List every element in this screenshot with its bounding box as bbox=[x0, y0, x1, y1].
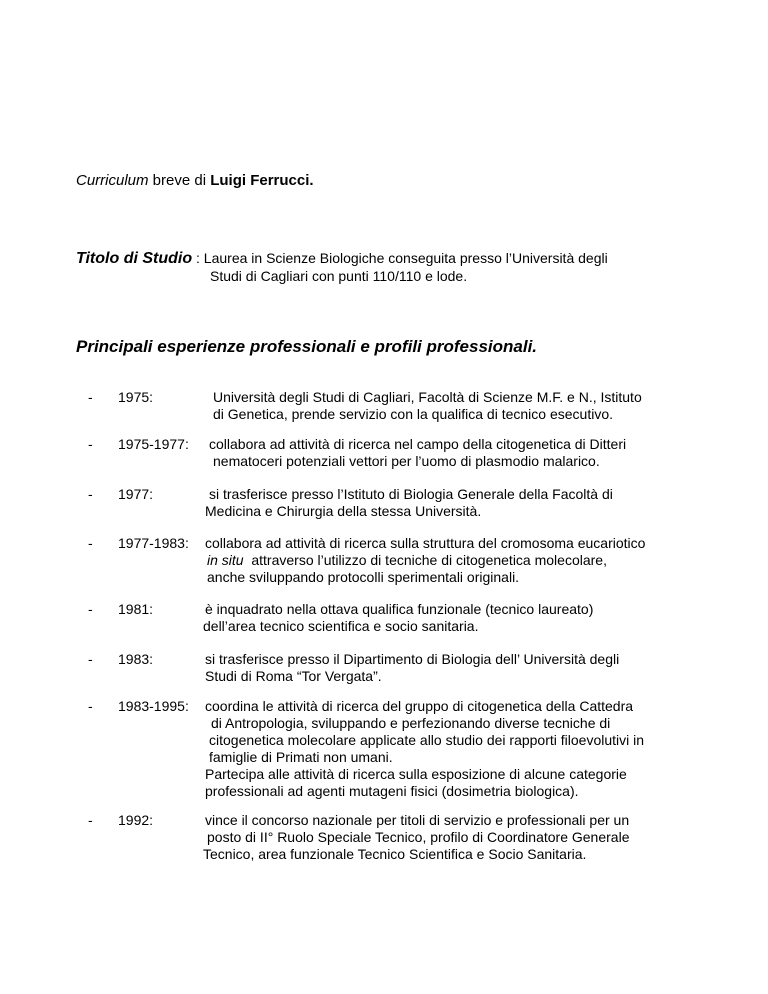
entry-dash: - bbox=[88, 389, 93, 405]
entry-year: 1975-1977: bbox=[118, 436, 189, 452]
entry-dash: - bbox=[88, 698, 93, 714]
entry-line: Università degli Studi di Cagliari, Facoltà di Scienze M.F. e N., Istituto bbox=[213, 389, 642, 405]
entry-line: si trasferisce presso l’Istituto di Biologia Generale della Facoltà di bbox=[209, 486, 613, 502]
entry-dash: - bbox=[88, 812, 93, 828]
entry-year: 1975: bbox=[118, 389, 154, 405]
degree-line-1: : Laurea in Scienze Biologiche conseguita presso l’Università degli bbox=[192, 250, 608, 266]
entry-year: 1983: bbox=[118, 651, 154, 667]
entry-line: anche sviluppando protocolli sperimentali originali. bbox=[207, 569, 520, 585]
entry-dash: - bbox=[88, 486, 93, 502]
entry-year: 1977: bbox=[118, 486, 154, 502]
entry-line: Partecipa alle attività di ricerca sulla esposizione di alcune categorie bbox=[205, 766, 627, 782]
entry-year: 1981: bbox=[118, 601, 154, 617]
entry-line: si trasferisce presso il Dipartimento di Biologia dell’ Università degli bbox=[205, 651, 620, 667]
experience-heading: Principali esperienze professionali e profili professionali. bbox=[76, 337, 538, 356]
entry-line-rest: attraverso l’utilizzo di tecniche di citogenetica molecolare, bbox=[243, 552, 607, 568]
entry-line: collabora ad attività di ricerca sulla struttura del cromosoma eucariotico bbox=[205, 535, 646, 551]
entry-year: 1977-1983: bbox=[118, 535, 189, 551]
entry-dash: - bbox=[88, 601, 93, 617]
cv-title-mid: breve di bbox=[148, 172, 211, 189]
entry-dash: - bbox=[88, 651, 93, 667]
entry-line: di Antropologia, sviluppando e perfezionando diverse tecniche di bbox=[211, 715, 611, 731]
entry-line bbox=[207, 552, 607, 569]
entry-line: coordina le attività di ricerca del gruppo di citogenetica della Cattedra bbox=[205, 698, 634, 714]
entry-year: 1992: bbox=[118, 812, 154, 828]
entry-line: Tecnico, area funzionale Tecnico Scientifica e Socio Sanitaria. bbox=[203, 846, 587, 862]
degree-block bbox=[76, 250, 608, 284]
entry-line: è inquadrato nella ottava qualifica funzionale (tecnico laureato) bbox=[205, 601, 594, 617]
cv-title bbox=[76, 172, 314, 190]
entry-line: nematoceri potenziali vettori per l’uomo di plasmodio malarico. bbox=[213, 453, 600, 469]
entry-dash: - bbox=[88, 436, 93, 452]
entry-line: posto di II° Ruolo Speciale Tecnico, profilo di Coordinatore Generale bbox=[207, 829, 630, 845]
entry-line: vince il concorso nazionale per titoli di servizio e professionali per un bbox=[205, 812, 630, 828]
cv-title-prefix: Curriculum bbox=[76, 172, 149, 189]
entry-line: famiglie di Primati non umani. bbox=[209, 749, 393, 765]
entry-italic-term: in situ bbox=[207, 552, 244, 568]
cv-person-name: Luigi Ferrucci. bbox=[210, 172, 314, 189]
entry-line: dell’area tecnico scientifica e socio sanitaria. bbox=[203, 618, 479, 634]
entry-line: di Genetica, prende servizio con la qualifica di tecnico esecutivo. bbox=[213, 406, 613, 422]
entry-line: Studi di Roma “Tor Vergata”. bbox=[205, 668, 382, 684]
entry-line: Medicina e Chirurgia della stessa Università. bbox=[205, 503, 482, 519]
entry-line: citogenetica molecolare applicate allo studio dei rapporti filoevolutivi in bbox=[209, 732, 645, 748]
entry-year: 1983-1995: bbox=[118, 698, 189, 714]
entry-line: collabora ad attività di ricerca nel campo della citogenetica di Ditteri bbox=[209, 436, 627, 452]
entry-dash: - bbox=[88, 535, 93, 551]
entry-line: professionali ad agenti mutageni fisici (dosimetria biologica). bbox=[205, 783, 579, 799]
degree-line-2: Studi di Cagliari con punti 110/110 e lode. bbox=[210, 268, 468, 284]
degree-label: Titolo di Studio bbox=[76, 250, 193, 267]
